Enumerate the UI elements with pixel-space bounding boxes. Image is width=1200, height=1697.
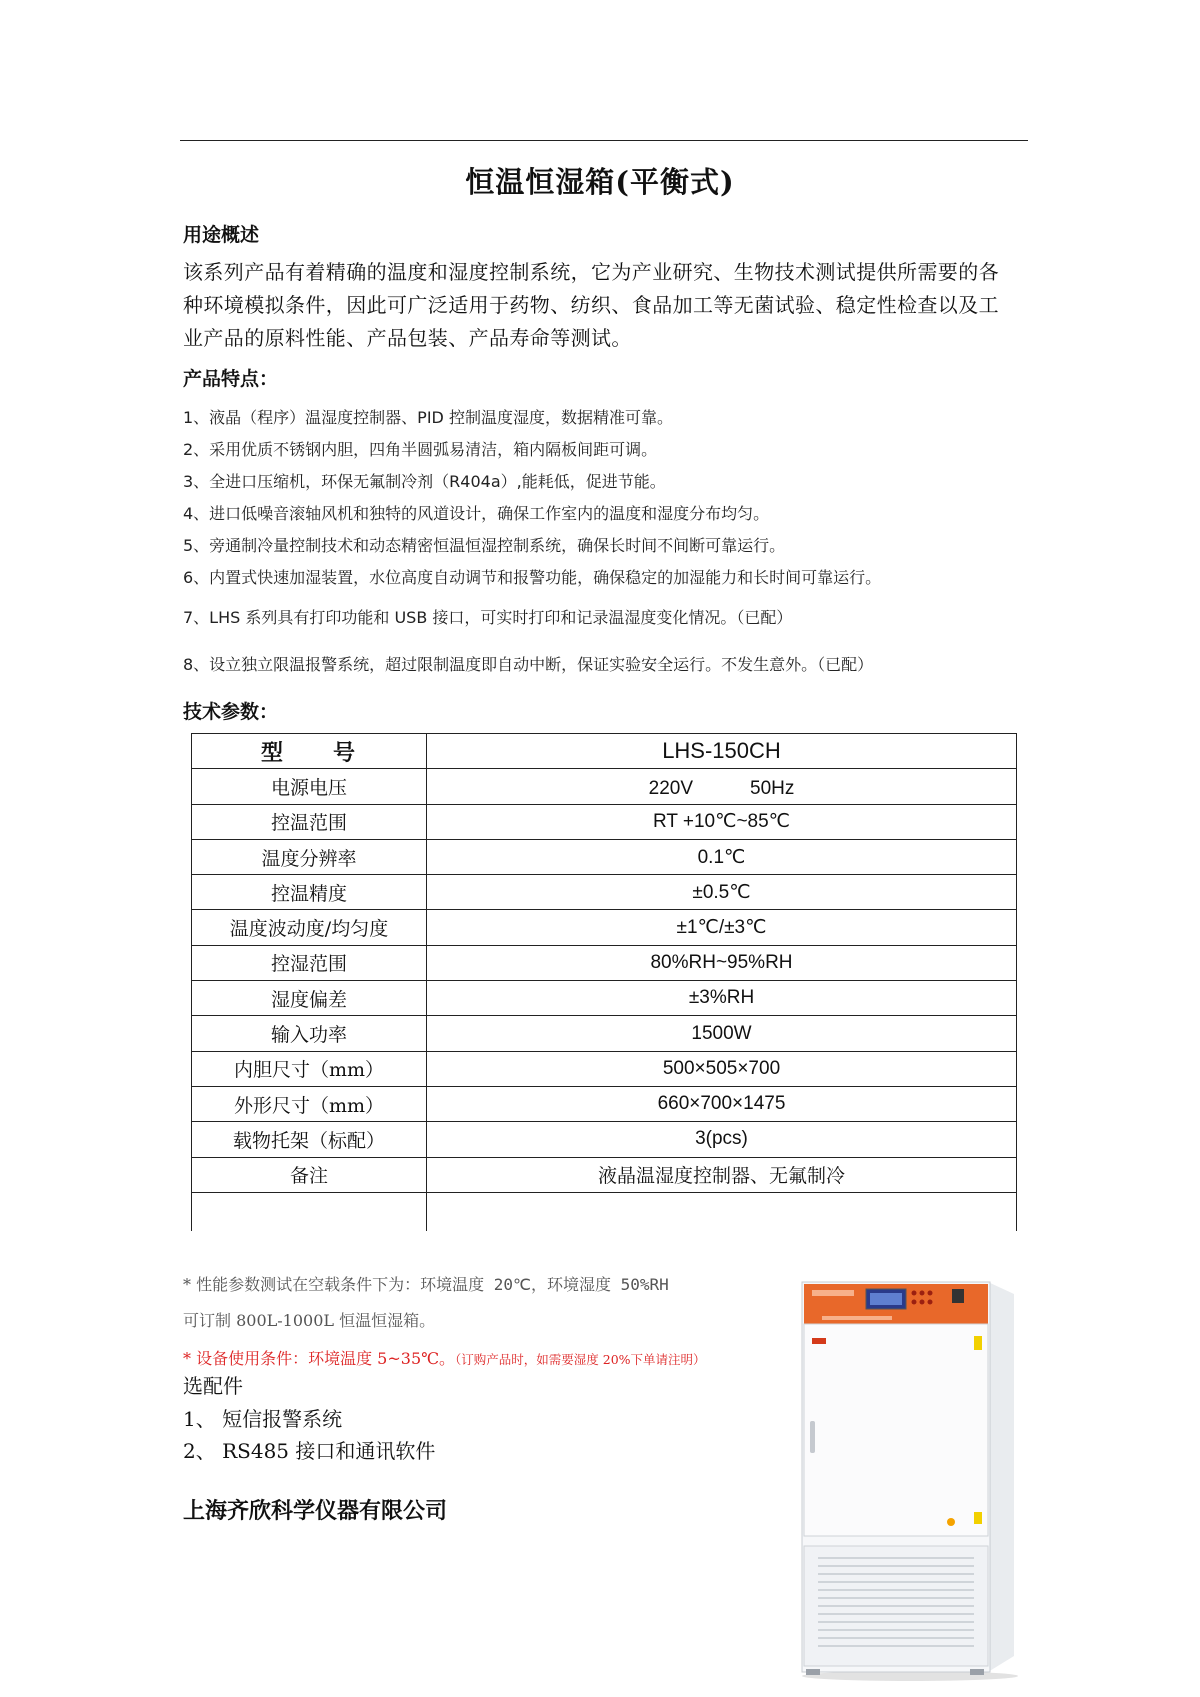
table-row [192,839,1017,874]
model-label: 型 号 [192,734,427,769]
spec-value: 3(pcs) [427,1122,1017,1157]
usage-line: 种环境模拟条件，因此可广泛适用于药物、纺织、食品加工等无菌试验、稳定性检查以及工 [183,293,999,317]
spec-value: 500×505×700 [427,1051,1017,1086]
spec-value: RT +10℃~85℃ [427,804,1017,839]
product-image [792,1276,1022,1682]
spec-value: 1500W [427,1016,1017,1051]
table-row [192,910,1017,945]
table-row [192,1122,1017,1157]
spec-value: 0.1℃ [427,839,1017,874]
spec-value: ±0.5℃ [427,875,1017,910]
spec-label: 控温精度 [192,875,427,910]
table-row [192,945,1017,980]
feature-item: 7、LHS 系列具有打印功能和 USB 接口，可实时打印和记录温湿度变化情况。（已配） [183,608,793,627]
spec-label: 控湿范围 [192,945,427,980]
table-row [192,875,1017,910]
spec-label: 输入功率 [192,1016,427,1051]
usage-line: 业产品的原料性能、产品包装、产品寿命等测试。 [183,326,632,350]
spec-value: ±3%RH [427,981,1017,1016]
spec-value: ±1℃/±3℃ [427,910,1017,945]
option-item: 2、 RS485 接口和通讯软件 [183,1439,436,1463]
spec-label: 内胆尺寸（mm） [192,1051,427,1086]
features-heading: 产品特点： [183,368,279,390]
custom-order-note: 可订制 800L-1000L 恒温恒湿箱。 [183,1311,436,1330]
usage-heading: 用途概述 [183,224,260,246]
spec-label: 温度波动度/均匀度 [192,910,427,945]
table-row [192,1016,1017,1051]
feature-item: 3、全进口压缩机，环保无氟制冷剂（R404a）,能耗低，促进节能。 [183,472,666,491]
feature-item: 5、旁通制冷量控制技术和动态精密恒温恒湿控制系统，确保长时间不间断可靠运行。 [183,536,786,555]
spec-label: 温度分辨率 [192,839,427,874]
table-row [192,1157,1017,1192]
header-rule [180,140,1028,141]
spec-value: 220V 50Hz [427,769,1017,804]
usage-paragraph [183,256,1033,355]
spec-value: 660×700×1475 [427,1086,1017,1121]
table-row [192,804,1017,839]
usage-condition-note: * 设备使用条件：环境温度 5~35℃。（订购产品时，如需要湿度 20%下单请注明） [183,1349,706,1368]
spec-heading: 技术参数： [183,701,279,723]
table-row [192,769,1017,804]
table-row [192,981,1017,1016]
spec-label: 电源电压 [192,769,427,804]
usage-line: 该系列产品有着精确的温度和湿度控制系统，它为产业研究、生物技术测试提供所需要的各 [183,260,999,284]
feature-item: 4、进口低噪音滚轴风机和独特的风道设计，确保工作室内的温度和湿度分布均匀。 [183,504,770,523]
spec-value: 80%RH~95%RH [427,945,1017,980]
feature-item: 8、设立独立限温报警系统，超过限制温度即自动中断，保证实验安全运行。不发生意外。（已配） [183,655,874,674]
table-row [192,1086,1017,1121]
spec-label: 载物托架（标配） [192,1122,427,1157]
page-title: 恒温恒湿箱(平衡式) [465,165,735,199]
model-value: LHS-150CH [427,734,1017,769]
feature-item: 6、内置式快速加湿装置，水位高度自动调节和报警功能，确保稳定的加湿能力和长时间可靠运行。 [183,568,882,587]
spec-table [191,733,1017,1231]
table-row [192,734,1017,769]
test-condition-note: * 性能参数测试在空载条件下为：环境温度 20℃，环境湿度 50%RH [183,1275,669,1294]
spec-label: 备注 [192,1157,427,1192]
spec-label: 控温范围 [192,804,427,839]
table-row [192,1051,1017,1086]
spec-label: 外形尺寸（mm） [192,1086,427,1121]
company-name: 上海齐欣科学仪器有限公司 [183,1498,448,1524]
spec-value: 液晶温湿度控制器、无氟制冷 [427,1157,1017,1192]
table-row-empty [192,1192,1017,1231]
options-heading: 选配件 [183,1374,243,1398]
option-item: 1、 短信报警系统 [183,1407,343,1431]
feature-item: 2、采用优质不锈钢内胆，四角半圆弧易清洁，箱内隔板间距可调。 [183,440,658,459]
spec-label: 湿度偏差 [192,981,427,1016]
feature-item: 1、液晶（程序）温湿度控制器、PID 控制温度湿度，数据精准可靠。 [183,408,673,427]
